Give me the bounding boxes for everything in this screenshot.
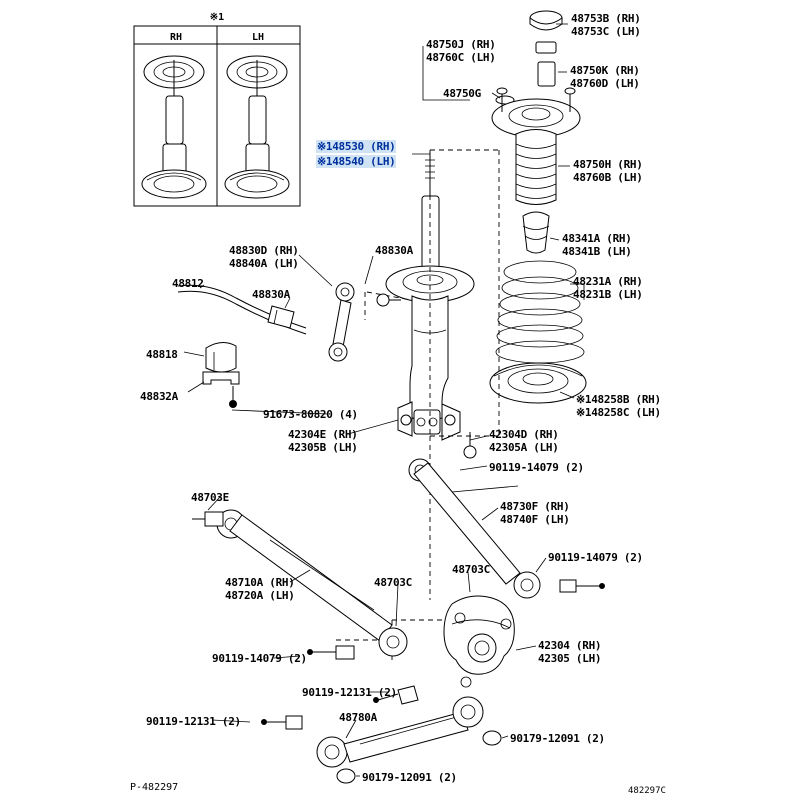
part-label-line: 48830D (RH) [229,244,299,257]
part-label-line: 90119-12131 (2) [146,715,241,728]
part-label [576,393,661,419]
svg-text:RH: RH [169,32,183,43]
part-label-line: 48750J (RH) [426,38,496,51]
part-label [140,390,178,403]
part-label-line: 90119-14079 (2) [489,461,584,474]
rear-axle-carrier [444,596,514,687]
part-label-line: 42304 (RH) [538,639,602,652]
part-label-line: 48703E [191,491,229,504]
part-label [212,652,307,665]
part-label [538,639,601,665]
part-label [562,232,632,258]
part-label-line: 90119-14079 (2) [212,652,307,665]
part-label-line: 90179-12091 (2) [362,771,457,784]
part-label [489,428,559,454]
part-label [316,155,396,168]
part-label-line: 48720A (LH) [225,589,295,602]
part-label-line: 90119-14079 (2) [548,551,643,564]
part-label-line: ※148540 (LH) [317,155,396,168]
part-label [225,576,295,602]
part-label-line: 48341A (RH) [562,232,632,245]
part-label [452,563,490,576]
part-label-line: 42304E (RH) [288,428,358,441]
part-label-line: 90179-12091 (2) [510,732,605,745]
part-label [362,771,457,784]
part-label [571,12,641,38]
part-label-line: 48750G [443,87,481,100]
part-label-line: 48812 [172,277,204,290]
part-label [172,277,204,290]
part-label-line: 48703C [452,563,490,576]
part-label [489,461,584,474]
part-label-line: 48231B (LH) [573,288,643,301]
part-label-line: 48840A (LH) [229,257,299,270]
svg-text:※1: ※1 [209,12,225,23]
part-label [316,140,396,153]
part-label-line: 48231A (RH) [573,275,643,288]
part-label [375,244,413,257]
part-label-line: 48740F (LH) [500,513,570,526]
part-label [302,686,397,699]
part-label-line: 48830A [252,288,290,301]
part-label-line: 48753B (RH) [571,12,641,25]
part-label [252,288,290,301]
part-label-line: 48818 [146,348,178,361]
part-label [374,576,412,589]
part-label-line: 42305 (LH) [538,652,602,665]
part-label [426,38,496,64]
part-label-line: 48830A [375,244,413,257]
part-label [443,87,481,100]
part-label-line: 42305B (LH) [288,441,358,454]
part-label-line: 48750H (RH) [573,158,643,171]
part-label [548,551,643,564]
footer-left-code: P-482297 [130,782,179,793]
part-label-line: 48760D (LH) [570,77,640,90]
rear-suspension-arm-48780A [261,686,501,783]
part-label-line: 48730F (RH) [500,500,570,513]
part-label [146,715,241,728]
part-label [500,500,570,526]
part-label [191,491,229,504]
part-label [146,348,178,361]
part-label-line: 91673-80820 (4) [263,408,358,421]
part-label [573,275,643,301]
inset-panel [134,12,300,206]
part-label-line: 42305A (LH) [489,441,559,454]
part-label-line: 48750K (RH) [570,64,640,77]
part-label-line: 42304D (RH) [489,428,559,441]
part-label [570,64,640,90]
footer-right-code: 482297C [628,786,666,796]
part-label-line: 48341B (LH) [562,245,632,258]
part-label [339,711,377,724]
part-label-line: ※148258C (LH) [576,406,661,419]
part-label [510,732,605,745]
svg-text:LH: LH [251,32,265,43]
part-label-line: 48760C (LH) [426,51,496,64]
part-label-line: ※148530 (RH) [317,140,396,153]
part-label [229,244,299,270]
part-label-line: 48780A [339,711,377,724]
part-label-line: 48710A (RH) [225,576,295,589]
part-label-line: 48832A [140,390,178,403]
part-label [573,158,643,184]
part-label [263,408,358,421]
part-label-line: 48753C (LH) [571,25,641,38]
part-label-line: ※148258B (RH) [576,393,661,406]
part-label [288,428,358,454]
part-label-line: 90119-12131 (2) [302,686,397,699]
part-label-line: 48760B (LH) [573,171,643,184]
part-label-line: 48703C [374,576,412,589]
